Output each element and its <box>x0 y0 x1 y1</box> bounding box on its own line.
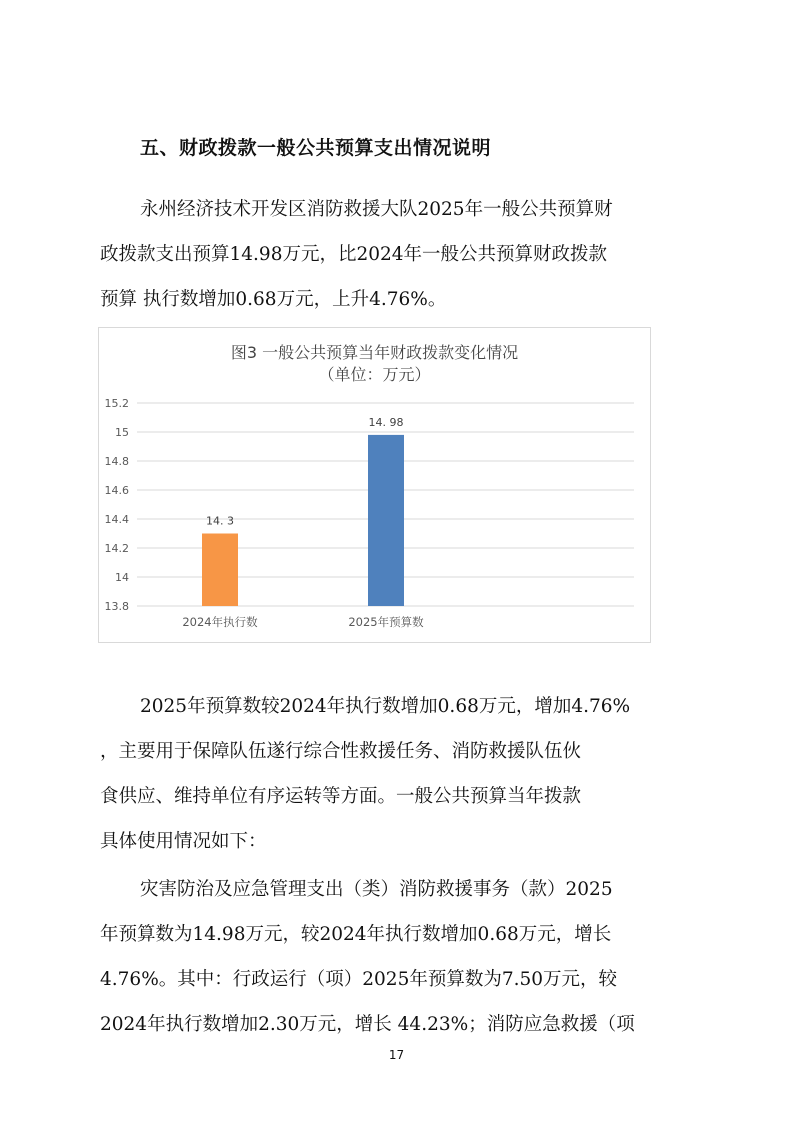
chart-title: 图3 一般公共预算当年财政拨款变化情况 <box>230 343 519 362</box>
bar <box>368 435 404 606</box>
y-tick-label: 14.6 <box>104 484 129 497</box>
data-label: 14. 98 <box>368 415 404 429</box>
paragraph-line: 食供应、维持单位有序运转等方面。一般公共预算当年拨款 <box>100 786 582 807</box>
y-tick-label: 14 <box>115 571 129 584</box>
chart-subtitle: （单位：万元） <box>318 365 431 384</box>
y-tick-label: 15.2 <box>104 397 129 410</box>
bar <box>202 534 238 607</box>
paragraph-line: 预算 执行数增加0.68万元，上升4.76%。 <box>100 289 447 310</box>
y-tick-label: 13.8 <box>104 600 129 613</box>
paragraph-line: 政拨款支出预算14.98万元，比2024年一般公共预算财政拨款 <box>100 244 608 265</box>
page-number: 17 <box>388 1048 405 1062</box>
x-tick-label: 2025年预算数 <box>348 615 424 629</box>
x-tick-label: 2024年执行数 <box>182 615 258 629</box>
paragraph-line: 永州经济技术开发区消防救援大队2025年一般公共预算财 <box>140 199 613 220</box>
paragraph-line: 具体使用情况如下： <box>100 831 267 852</box>
paragraph-line: 4.76%。其中：行政运行（项）2025年预算数为7.50万元，较 <box>100 969 618 990</box>
y-tick-label: 14.4 <box>104 513 129 526</box>
paragraph-line: 2024年执行数增加2.30万元，增长 44.23%；消防应急救援（项 <box>100 1014 635 1035</box>
paragraph-line: 灾害防治及应急管理支出（类）消防救援事务（款）2025 <box>140 879 613 900</box>
y-tick-label: 15 <box>115 426 129 439</box>
paragraph-3 <box>100 867 690 1047</box>
paragraph-line: 2025年预算数较2024年执行数增加0.68万元，增加4.76% <box>140 696 631 717</box>
y-tick-label: 14.8 <box>104 455 129 468</box>
intro-paragraph <box>100 187 690 322</box>
section-heading: 五、财政拨款一般公共预算支出情况说明 <box>140 137 492 159</box>
budget-bar-chart <box>98 327 651 643</box>
paragraph-2 <box>100 684 690 864</box>
chart-plot <box>99 328 650 642</box>
paragraph-line: ，主要用于保障队伍遂行综合性救援任务、消防救援队伍伙 <box>100 741 582 762</box>
data-label: 14. 3 <box>206 514 234 528</box>
y-tick-label: 14.2 <box>104 542 129 555</box>
paragraph-line: 年预算数为14.98万元，较2024年执行数增加0.68万元，增长 <box>100 924 612 945</box>
